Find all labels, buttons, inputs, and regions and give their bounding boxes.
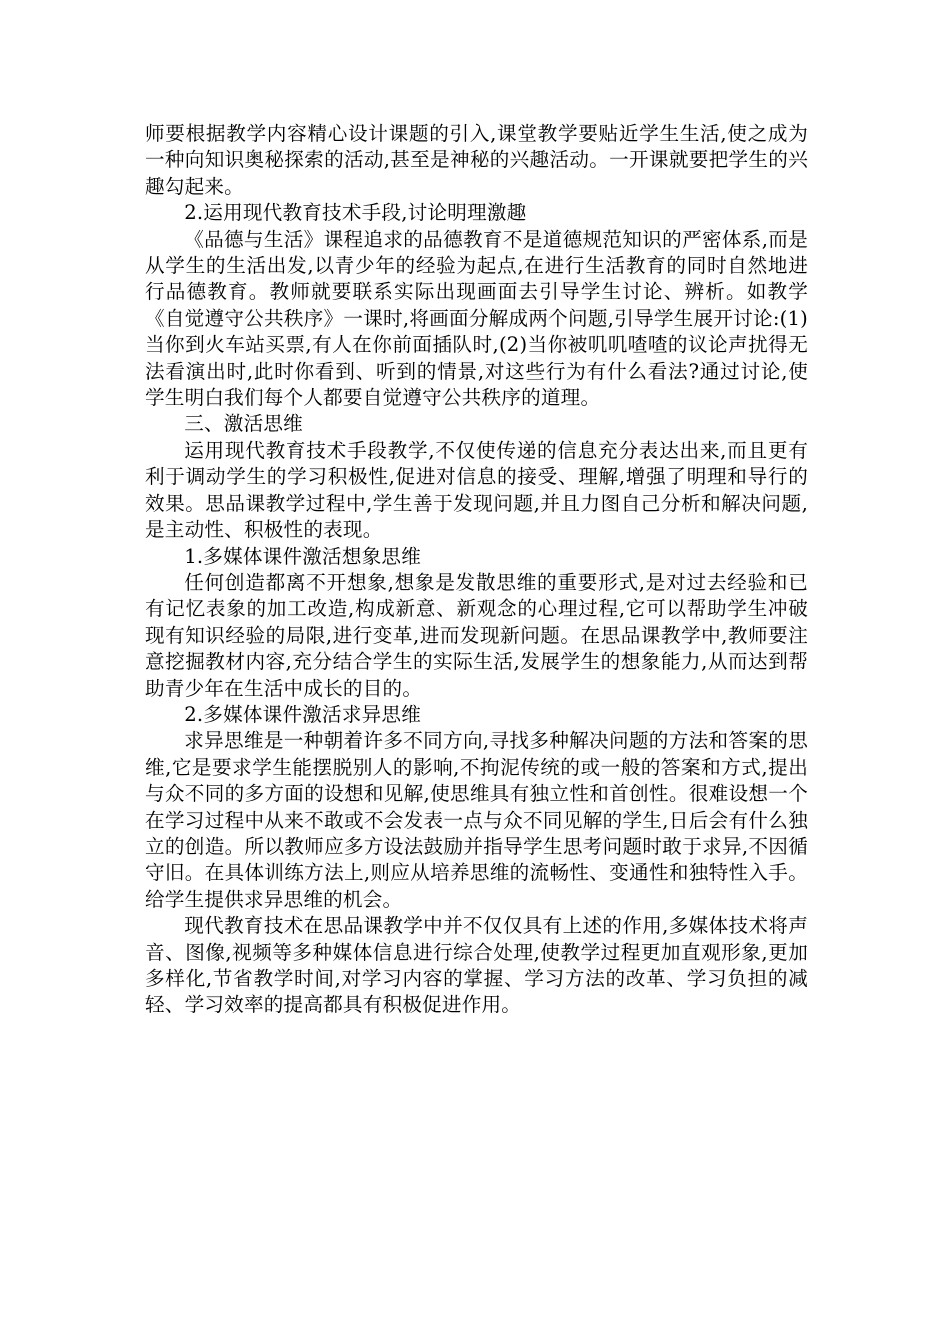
- section-heading-activate-thinking: 三、激活思维: [184, 412, 303, 436]
- paragraph-conclusion: 现代教育技术在思品课教学中并不仅仅具有上述的作用,多媒体技术将声音、图像,视频等多种媒体信息进行综合处理,使教学过程更加直观形象,更加多样化,节省教学时间,对学习内容的掌握、学习方法的改革、学习负担的减轻、学习效率的提高都具有积极促进作用。: [145, 914, 808, 1017]
- paragraph-imagination: 任何创造都离不开想象,想象是发散思维的重要形式,是对过去经验和已有记忆表象的加工改造,构成新意、新观念的心理过程,它可以帮助学生冲破现有知识经验的局限,进行变革,进而发现新问题。在思品课教学中,教师要注意挖掘教材内容,充分结合学生的实际生活,发展学生的想象能力,从而达到帮助青少年在生活中成长的目的。: [145, 570, 808, 700]
- subheading-discussion: 2.运用现代教育技术手段,讨论明理激趣: [184, 201, 527, 225]
- subheading-imagination: 1.多媒体课件激活想象思维: [184, 544, 422, 568]
- subheading-divergent-thinking: 2.多媒体课件激活求异思维: [184, 702, 422, 726]
- paragraph-divergent-thinking: 求异思维是一种朝着许多不同方向,寻找多种解决问题的方法和答案的思维,它是要求学生能摆脱别人的影响,不拘泥传统的或一般的答案和方式,提出与众不同的多方面的设想和见解,使思维具有独立性和首创性。很难设想一个在学习过程中从来不敢或不会发表一点与众不同见解的学生,日后会有什么独立的创造。所以教师应多方设法鼓励并指导学生思考问题时敢于求异,不因循守旧。在具体训练方法上,则应从培养思维的流畅性、变通性和独特性入手。给学生提供求异思维的机会。: [145, 729, 808, 911]
- paragraph-moral-education: 《品德与生活》课程追求的品德教育不是道德规范知识的严密体系,而是从学生的生活出发,以青少年的经验为起点,在进行生活教育的同时自然地进行品德教育。教师就要联系实际出现画面去引导学生讨论、辨析。如教学《自觉遵守公共秩序》一课时,将画面分解成两个问题,引导学生展开讨论:(1)当你到火车站买票,有人在你前面插队时,(2)当你被叽叽喳喳的议论声扰得无法看演出时,此时你看到、听到的情景,对这些行为有什么看法?通过讨论,使学生明白我们每个人都要自觉遵守公共秩序的道理。: [145, 227, 808, 410]
- paragraph-intro-continued: 师要根据教学内容精心设计课题的引入,课堂教学要贴近学生生活,使之成为一种向知识奥秘探索的活动,甚至是神秘的兴趣活动。一开课就要把学生的兴趣勾起来。: [145, 122, 808, 198]
- document-page: [145, 121, 808, 1019]
- paragraph-activate-thinking: 运用现代教育技术手段教学,不仅使传递的信息充分表达出来,而且更有利于调动学生的学习积极性,促进对信息的接受、理解,增强了明理和导行的效果。思品课教学过程中,学生善于发现问题,并且力图自己分析和解决问题,是主动性、积极性的表现。: [145, 438, 808, 542]
